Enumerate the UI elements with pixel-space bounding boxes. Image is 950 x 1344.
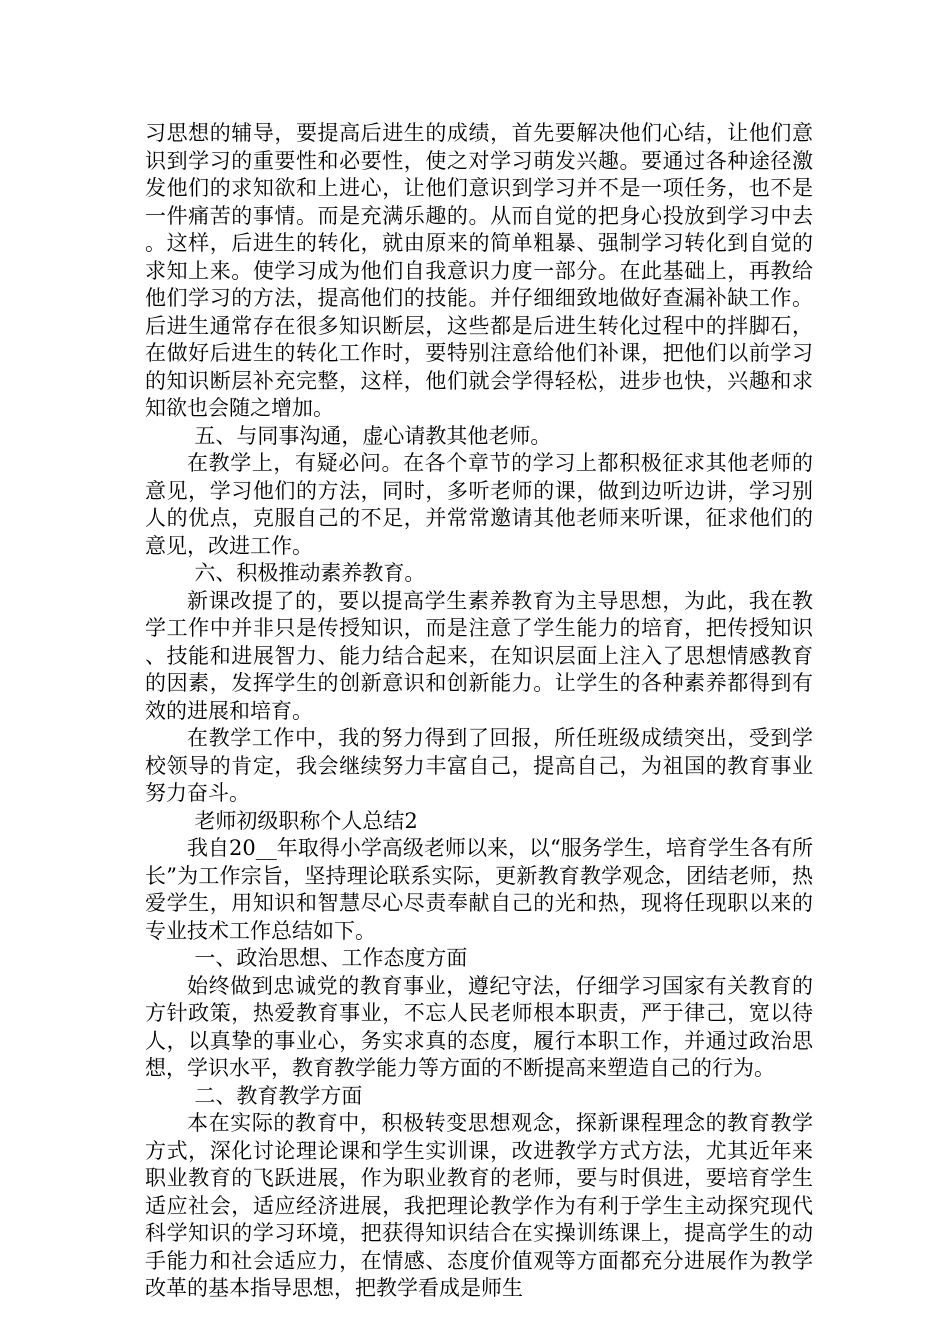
section-heading-five: 五、与同事沟通，虚心请教其他老师。 bbox=[194, 423, 552, 448]
paragraph: 在教学上，有疑必问。在各个章节的学习上都积极征求其他老师的意见，学习他们的方法，同时，多听老师的课，做到边听边讲，学习别人的优点，克服自己的不足，并常常邀请其他老师来听课，征求他们的意见，改进工作。 bbox=[145, 451, 813, 558]
document-page bbox=[145, 120, 813, 1303]
paragraph: 在教学工作中，我的努力得到了回报，所任班级成绩突出，受到学校领导的肯定，我会继续努力丰富自己，提高自己，为祖国的教育事业努力奋斗。 bbox=[145, 726, 813, 805]
document-subtitle: 老师初级职称个人总结2 bbox=[194, 808, 418, 833]
section-heading-one: 一、政治思想、工作态度方面 bbox=[194, 946, 468, 970]
paragraph: 始终做到忠诚党的教育事业，遵纪守法，仔细学习国家有关教育的方针政策，热爱教育事业，不忘人民老师根本职责，严于律己，宽以待人，以真挚的事业心，务实求真的态度，履行本职工作，并通过政治思想，学识水平，教育教学能力等方面的不断提高来塑造自己的行为。 bbox=[145, 973, 813, 1080]
section-heading-two: 二、教育教学方面 bbox=[194, 1083, 363, 1108]
section-heading-six: 六、积极推动素养教育。 bbox=[194, 561, 426, 585]
paragraph: 新课改提了的，要以提高学生素养教育为主导思想，为此，我在教学工作中并非只是传授知识，而是注意了学生能力的培育，把传授知识、技能和进展智力、能力结合起来，在知识层面上注入了思想情感教育的因素，发挥学生的创新意识和创新能力。让学生的各种素养都得到有效的进展和培育。 bbox=[145, 588, 813, 723]
paragraph-continued: 习思想的辅导，要提高后进生的成绩，首先要解决他们心结，让他们意识到学习的重要性和必要性，使之对学习萌发兴趣。要通过各种途径激发他们的求知欲和上进心，让他们意识到学习并不是一项任务，也不是一件痛苦的事情。而是充满乐趣的。从而自觉的把身心投放到学习中去。这样，后进生的转化，就由原来的简单粗暴、强制学习转化到自觉的求知上来。使学习成为他们自我意识力度一部分。在此基础上，再教给他们学习的方法，提高他们的技能。并仔细细致地做好查漏补缺工作。后进生通常存在很多知识断层，这些都是后进生转化过程中的拌脚石，在做好后进生的转化工作时，要特别注意给他们补课，把他们以前学习的知识断层补充完整，这样，他们就会学得轻松，进步也快，兴趣和求知欲也会随之增加。 bbox=[145, 121, 813, 420]
paragraph: 本在实际的教育中，积极转变思想观念，探新课程理念的教育教学方式，深化讨论理论课和学生实训课，改进教学方式方法，尤其近年来职业教育的飞跃进展，作为职业教育的老师，要与时俱进，要培育学生适应社会，适应经济进展，我把理论教学作为有利于学生主动探究现代科学知识的学习环境，把获得知识结合在实操训练课上，提高学生的动手能力和社会适应力，在情感、态度价值观等方面都充分进展作为教学改革的基本指导思想，把教学看成是师生 bbox=[145, 1111, 813, 1300]
paragraph: 我自20__年取得小学高级老师以来，以“服务学生，培育学生各有所长”为工作宗旨，坚持理论联系实际，更新教育教学观念，团结老师，热爱学生，用知识和智慧尽心尽责奉献自己的光和热，现将任现职以来的专业技术工作总结如下。 bbox=[145, 836, 813, 943]
